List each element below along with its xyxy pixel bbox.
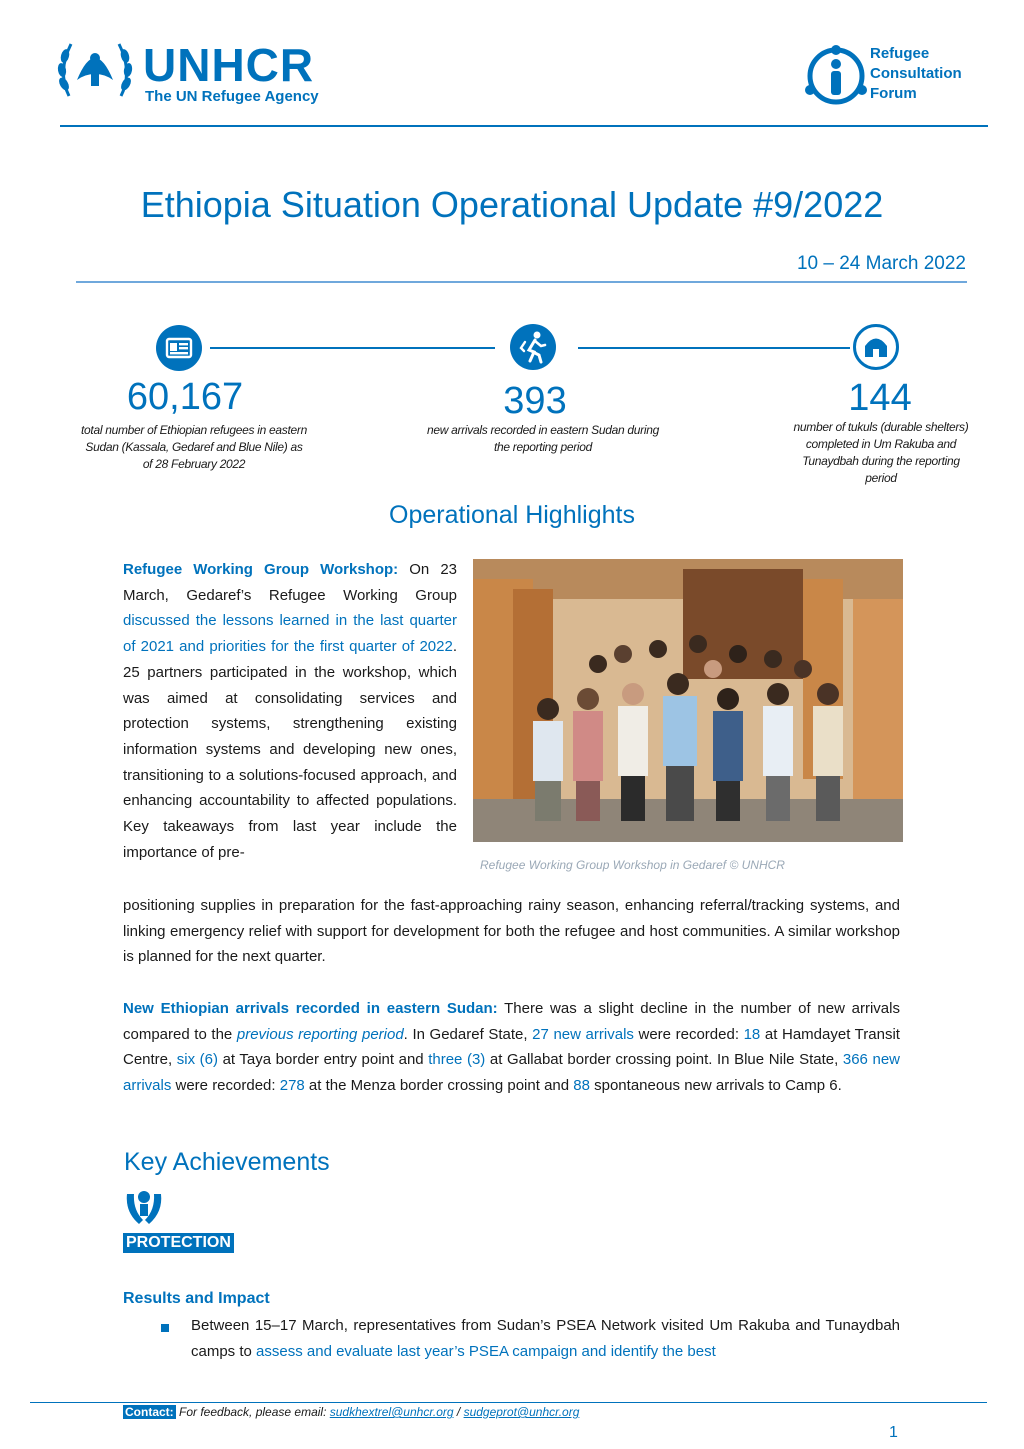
achievements-heading: Key Achievements	[124, 1148, 330, 1176]
arrivals-gallabat: three (3)	[428, 1051, 486, 1069]
date-range: 10 – 24 March 2022	[796, 253, 966, 274]
workshop-photo	[473, 559, 903, 842]
email-link-1[interactable]: sudkhextrel@unhcr.org	[329, 1405, 454, 1419]
header-divider	[60, 125, 988, 127]
email-separator: /	[453, 1405, 464, 1419]
rcf-logo	[804, 42, 984, 112]
workshop-paragraph-bottom	[123, 893, 900, 970]
arrivals-hamdayet: 18	[743, 1025, 761, 1043]
highlights-heading: Operational Highlights	[389, 501, 635, 529]
partner-line-2: Consultation	[870, 65, 962, 82]
id-card-icon	[156, 325, 202, 371]
workshop-text-1: On 23 March, Gedaref’s Refugee Working Group	[123, 561, 458, 604]
contact-label: Contact:	[125, 1405, 174, 1419]
arrivals-lead: New Ethiopian arrivals recorded in eastern Sudan:	[123, 1000, 498, 1017]
arrivals-text-4: at Hamdayet Transit Centre,	[123, 1025, 900, 1069]
stat-description-refugees: total number of Ethiopian refugees in eastern Sudan (Kassala, Gedaref and Blue Nile) as of 28 February 2022	[81, 423, 307, 471]
arrivals-text-5: at Taya border entry point and	[218, 1051, 429, 1069]
title-divider	[76, 281, 967, 283]
partner-line-3: Forum	[870, 85, 917, 102]
partner-name	[870, 44, 962, 104]
stat-description-arrivals: new arrivals recorded in eastern Sudan during the reporting period	[427, 423, 659, 454]
arrivals-taya: six (6)	[176, 1051, 219, 1069]
stat-connector	[210, 347, 495, 349]
workshop-text-2: . 25 partners participated in the workshop, which was aimed at consolidating services and protection systems, strengthening existing information systems and developing new ones, transitioning to a solutions-focused approach, and enhancing accountability to affected populations. Key takeaways from last year include the importance of pre-	[123, 638, 457, 861]
workshop-lead: Refugee Working Group Workshop:	[123, 561, 399, 578]
footer-text: For feedback, please email:	[175, 1405, 330, 1419]
stat-connector	[578, 347, 850, 349]
workshop-paragraph-top	[123, 557, 457, 865]
bullet-marker	[161, 1324, 169, 1332]
arrivals-text-9: spontaneous new arrivals to Camp 6.	[589, 1077, 842, 1095]
stat-number-arrivals: 393	[503, 380, 567, 422]
footer-contact	[123, 1405, 579, 1419]
page-number: 1	[889, 1424, 898, 1441]
arrivals-text-8: at the Menza border crossing point and	[304, 1077, 574, 1095]
stat-number-refugees: 60,167	[126, 376, 244, 418]
arrivals-paragraph	[123, 996, 900, 1099]
arrivals-text-6: at Gallabat border crossing point. In Blue Nile State,	[485, 1051, 843, 1069]
unhcr-logo	[55, 36, 345, 108]
psea-bullet-text	[191, 1313, 900, 1364]
workshop-text-3: positioning supplies in preparation for the fast-approaching rainy season, enhancing referral/tracking systems, and linking emergency relief with support for development for both the refugee and host communities. A similar workshop is planned for the next quarter.	[123, 897, 900, 966]
protection-icon	[123, 1188, 165, 1228]
stat-description-tukuls: number of tukuls (durable shelters) completed in Um Rakuba and Tunaydbah during the reporting period	[793, 420, 969, 485]
page-title: Ethiopia Situation Operational Update #9/2022	[140, 184, 884, 225]
protection-badge: PROTECTION	[123, 1233, 234, 1253]
gedaref-arrivals-link[interactable]: 27 new arrivals	[532, 1025, 634, 1043]
arrivals-text-7: were recorded:	[171, 1077, 280, 1095]
psea-link[interactable]: assess and evaluate last year’s PSEA campaign and identify the best	[256, 1342, 716, 1360]
previous-period-link[interactable]: previous reporting period	[236, 1025, 404, 1043]
results-subheading: Results and Impact	[123, 1290, 270, 1307]
blue-nile-arrivals-link[interactable]: 366 new arrivals	[123, 1051, 900, 1095]
photo-caption: Refugee Working Group Workshop in Gedaref © UNHCR	[480, 858, 785, 872]
psea-text: Between 15–17 March, representatives from Sudan’s PSEA Network visited Um Rakuba and Tunaydbah camps to	[191, 1317, 900, 1360]
arrivals-text-2: . In Gedaref State,	[403, 1025, 533, 1043]
org-name: UNHCR	[143, 39, 315, 91]
walking-person-icon	[510, 324, 556, 370]
consultation-forum-icon	[804, 42, 868, 110]
arrivals-menza: 278	[279, 1077, 305, 1095]
email-link-2[interactable]: sudgeprot@unhcr.org	[463, 1405, 580, 1419]
workshop-link[interactable]: discussed the lessons learned in the last quarter of 2021 and priorities for the first quarter of 2022	[123, 612, 457, 656]
laurel-emblem-icon	[55, 36, 135, 106]
arrivals-text-1: There was a slight decline in the number of new arrivals compared to the	[123, 1000, 900, 1043]
shelter-icon	[853, 324, 899, 370]
arrivals-camp6: 88	[573, 1077, 590, 1095]
arrivals-text-3: were recorded:	[633, 1025, 744, 1043]
org-tagline: The UN Refugee Agency	[145, 88, 319, 105]
stat-number-tukuls: 144	[848, 377, 912, 419]
partner-line-1: Refugee	[870, 45, 930, 62]
footer-divider	[30, 1402, 987, 1403]
